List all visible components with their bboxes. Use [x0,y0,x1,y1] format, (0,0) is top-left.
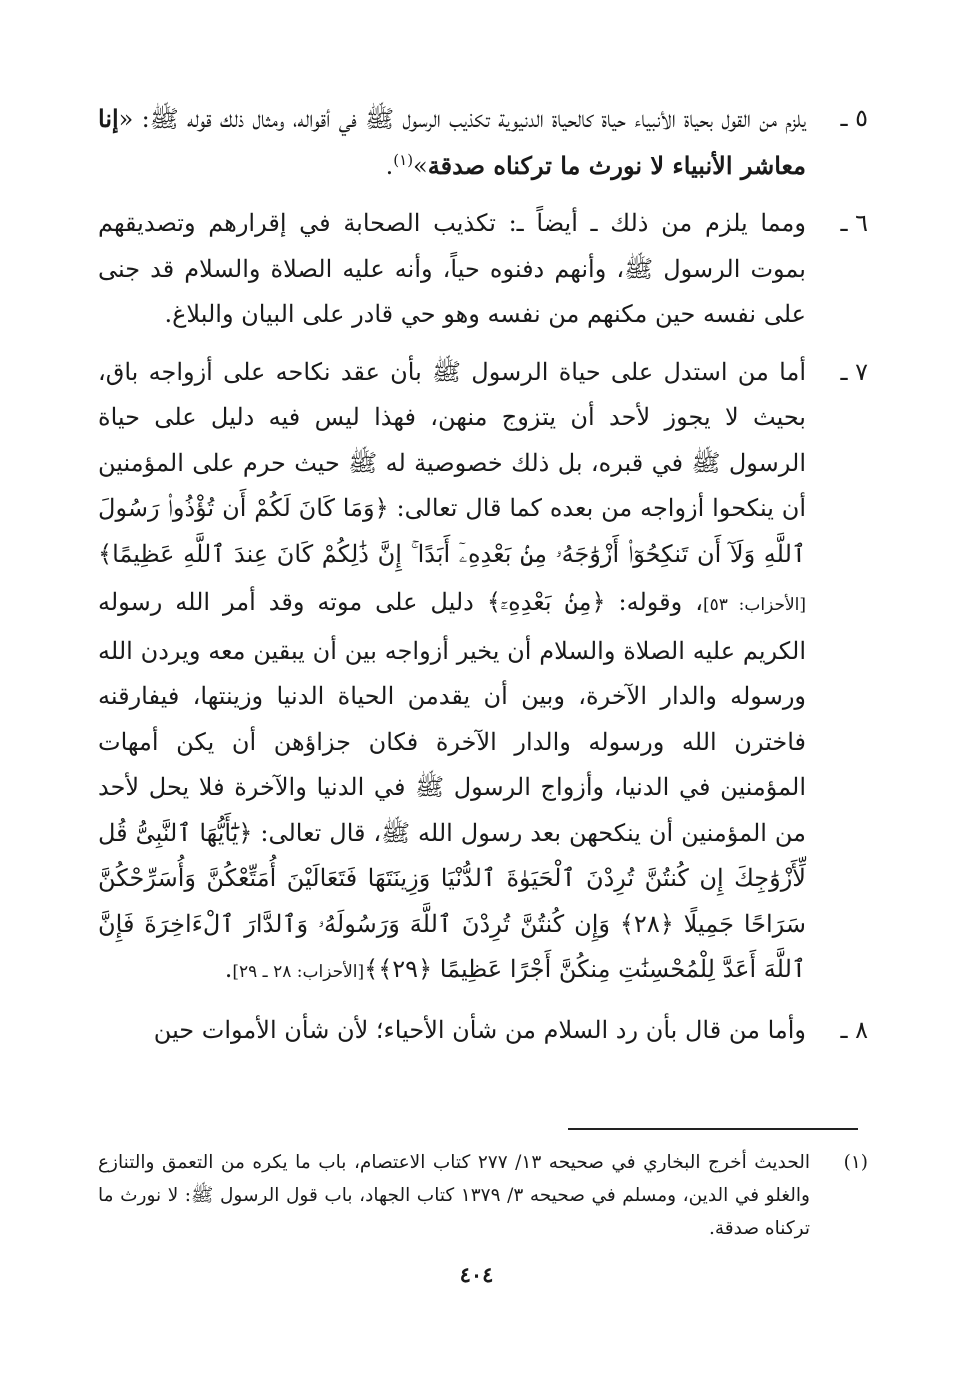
item-number: ٨ ـ [840,1015,868,1044]
footnote-reference[interactable]: (١) [393,150,414,169]
item-text: يلزم من القول بحياة الأنبياء حياة كالحياة الدنيوية تكذيب الرسول ﷺ في أقواله، ومثال ذلك قوله ﷺ: « [118,105,806,133]
verse-reference: [الأحزاب: ٢٨ ـ ٢٩] [232,962,365,982]
item-text: دليل على موته وقد أمر الله رسوله الكريم عليه الصلاة والسلام أن يخير أزواجه بين أن يبقين معه ويردن الله ورسوله والدار الآخرة، وبين أن يقدمن الحياة الدنيا وزينتها، فيفارقنه فاخترن الله ورسوله والدار الآخرة فكان جزاؤهن أن يكن أمهات المؤمنين في الدنيا، وأزواج الرسول ﷺ في الدنيا والآخرة فلا يحل لأحد من المؤمنين أن ينكحهن بعد رسول الله ﷺ، قال تعالى: [98,588,806,847]
item-text-end: . [224,955,233,983]
list-item-7 [98,350,868,996]
item-number: ٦ ـ [840,209,868,237]
item-number: ٥ ـ [840,104,868,132]
footnote-text: الحديث أخرج البخاري في صحيحه ١٣/ ٢٧٧ كتاب الاعتصام، باب ما يكره من التعمق والتنازع والغلو في الدين، ومسلم في صحيحه ٣/ ١٣٧٩ كتاب الجهاد، باب قول الرسول ﷺ: لا نورث ما تركناه صدقة. [98,1152,810,1239]
hadith-quote: إنا معاشر الأنبياء لا نورث ما تركناه صدقة [98,104,806,180]
item-paragraph [98,96,806,189]
quote-close: » [413,151,428,180]
item-paragraph [98,350,806,996]
item-text: أما من استدل على حياة الرسول ﷺ بأن عقد نكاحه على أزواجه باق، بحيث لا يجوز لأحد أن يتزوج منهن، فهذا ليس فيه دليل على حياة الرسول ﷺ في قبره، بل ذلك خصوصية له ﷺ حيث حرم على المؤمنين أن ينكحوا أزواجه من بعده كما قال تعالى: [98,357,807,522]
item-paragraph: ومما يلزم من ذلك ـ أيضاً ـ: تكذيب الصحابة في إقرارهم وتصديقهم بموت الرسول ﷺ، وأنهم دفنوه حياً، وأنه عليه الصلاة والسلام قد جنى على نفسه حين مكنهم من نفسه وهو حي قادر على البيان والبلاغ. [98,209,806,328]
list-item-6 [98,201,868,338]
item-text-end: . [385,151,394,180]
footnote [98,1146,868,1245]
quran-verse: ﴿وَمَا كَانَ لَكُمْ أَن تُؤْذُوا۟ رَسُولَ ٱللَّهِ وَلَآ أَن تَنكِحُوٓا۟ أَزْوَٰجَهُۥ مِنۢ بَعْدِهِۦٓ أَبَدًا ۚ إِنَّ ذَٰلِكُمْ كَانَ عِندَ ٱللَّهِ عَظِيمًا﴾ [98,494,806,568]
verse-reference: [الأحزاب: ٥٣] [702,595,807,615]
footnote-number: (١) [843,1152,868,1173]
list-item-8 [98,1008,868,1054]
page-number: ٤٠٤ [459,1262,494,1287]
item-number: ٧ ـ [840,357,868,386]
footnote-divider [568,1128,858,1130]
quran-verse: ﴿مِنۢ بَعْدِهِۦٓ﴾ [486,588,606,616]
item-text: ، وقوله: [605,588,703,616]
list-item-5 [98,96,868,189]
item-paragraph: وأما من قال بأن رد السلام من شأن الأحياء؛ لأن شأن الأموات حين [153,1015,806,1044]
quran-verse: ﴿يَٰٓأَيُّهَا ٱلنَّبِىُّ قُل لِّأَزْوَٰجِكَ إِن كُنتُنَّ تُرِدْنَ ٱلْحَيَوٰةَ ٱلدُّنْيَا وَزِينَتَهَا فَتَعَالَيْنَ أُمَتِّعْكُنَّ وَأُسَرِّحْكُنَّ سَرَاحًا جَمِيلًا ﴿٢٨﴾ وَإِن كُنتُنَّ تُرِدْنَ ٱللَّهَ وَرَسُولَهُۥ وَٱلدَّارَ ٱلْءَاخِرَةَ فَإِنَّ ٱللَّهَ أَعَدَّ لِلْمُحْسِنَٰتِ مِنكُنَّ أَجْرًا عَظِيمًا ﴿٢٩﴾﴾ [98,818,806,983]
main-text [98,96,868,1065]
